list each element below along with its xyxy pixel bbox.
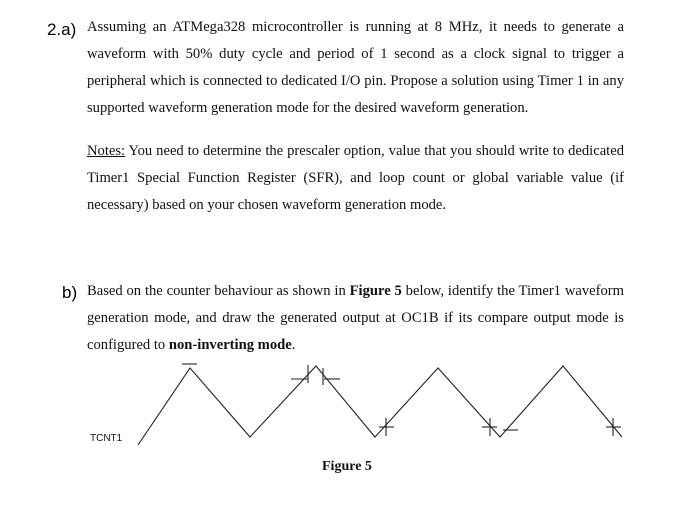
tcnt1-waveform	[138, 366, 622, 445]
figure-caption: Figure 5	[322, 459, 372, 474]
question-b-text-2: below, identify the Timer1 waveform generation mode, and draw the generated output at OC1B if its compare output mode is configured to	[87, 283, 624, 353]
notes-label: Notes:	[87, 143, 126, 159]
question-b-text-3: .	[291, 337, 296, 353]
question-b-number: b)	[62, 283, 78, 302]
question-b-text-1: Based on the counter behaviour as shown in	[87, 283, 350, 299]
question-a-number: 2.a)	[47, 20, 77, 39]
notes-text: You need to determine the prescaler option, value that you should write to dedicated Timer1 Special Function Register (SFR), and loop count or global variable value (if necessary) based on your chosen waveform generation mode.	[87, 143, 624, 213]
figure-reference: Figure 5	[349, 283, 402, 299]
axis-label-tcnt1: TCNT1	[90, 433, 123, 444]
compare-output-mode: non-inverting mode	[168, 337, 292, 353]
question-a-body: Assuming an ATMega328 microcontroller is running at 8 MHz, it needs to generate a waveform with 50% duty cycle and period of 1 second as a clock signal to trigger a peripheral which is connected to dedicated I/O pin. Propose a solution using Timer 1 in any supported waveform generation mode for the desired waveform generation.	[87, 19, 624, 116]
